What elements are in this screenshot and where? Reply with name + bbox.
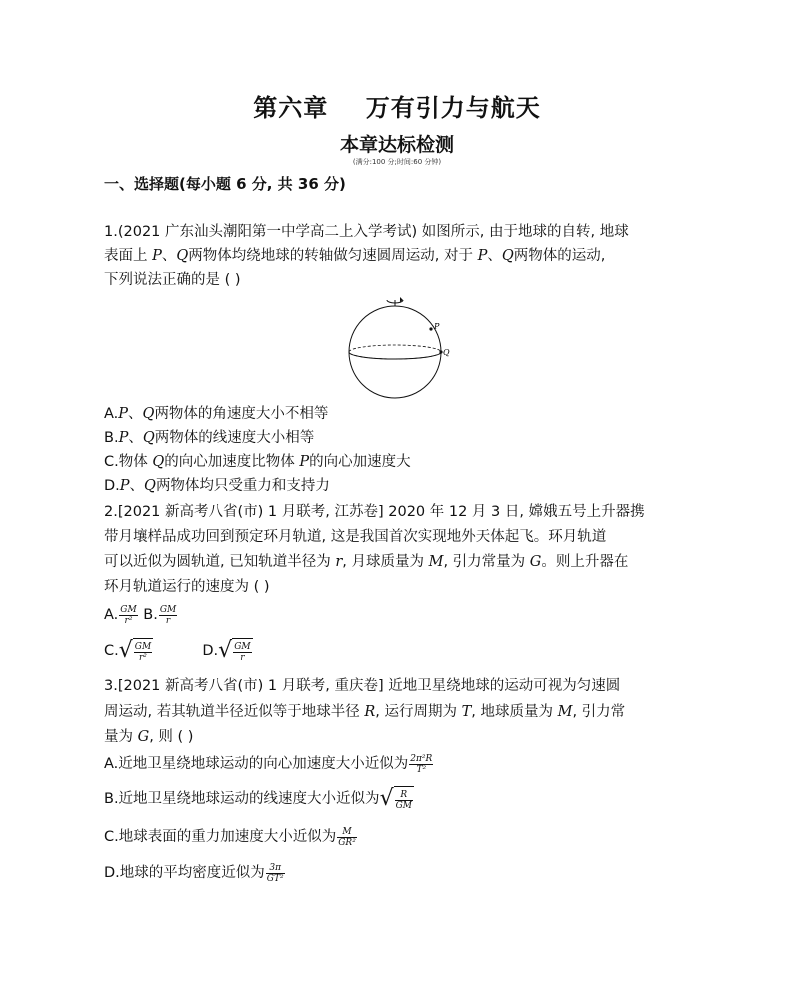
option-letter: D.	[104, 478, 120, 494]
section-title: 本章达标检测	[339, 134, 454, 156]
chapter-title: 第六章 万有引力与航天	[253, 94, 541, 122]
point-p	[429, 327, 432, 330]
q2-line-1: 2.[2021 新高考八省(市) 1 月联考, 江苏卷] 2020 年 12 月 3 日, 嫦娥五号上升器携	[104, 504, 645, 520]
q1-option-c	[104, 452, 411, 472]
denominator: GM	[395, 800, 412, 811]
earth-rotation-figure	[340, 288, 460, 408]
denominator: r	[240, 652, 245, 663]
q3-line-1: 3.[2021 新高考八省(市) 1 月联考, 重庆卷] 近地卫星绕地球的运动可视为匀速圆	[104, 678, 621, 694]
q3-option-b	[104, 784, 414, 814]
fraction	[266, 863, 285, 884]
numerator: M	[337, 827, 357, 838]
fraction	[134, 642, 152, 663]
denominator: T²	[416, 764, 427, 775]
q3-text: , 则 ( )	[149, 729, 194, 745]
option-letter: B.	[104, 430, 119, 446]
q3-text: 量为	[104, 729, 138, 745]
fraction	[395, 790, 413, 811]
q2-line-2: 带月壤样品成功回到预定环月轨道, 这是我国首次实现地外天体起飞。环月轨道	[104, 529, 607, 545]
numerator: GM	[234, 641, 251, 652]
label-q: Q	[443, 348, 450, 357]
denominator: GT²	[266, 873, 284, 884]
q1-line-2	[104, 246, 605, 266]
numerator: 3π	[266, 863, 285, 874]
var-m: M	[428, 554, 444, 570]
q3-text: , 运行周期为	[375, 704, 462, 720]
square-root: √ $\frac{GM}{r}$	[218, 638, 251, 663]
fraction	[119, 605, 137, 626]
separator: 、	[128, 430, 143, 446]
q1-option-d	[104, 476, 330, 496]
var-q: Q	[142, 430, 155, 446]
q1-line-1: 1.(2021 广东汕头潮阳第一中学高二上入学考试) 如图所示, 由于地球的自转, 地球	[104, 224, 629, 240]
var-p: P	[152, 248, 162, 264]
var-g: G	[137, 729, 150, 745]
separator: 、	[161, 248, 177, 264]
q3-line-2	[104, 702, 625, 722]
q1-text: 两物体均绕地球的转轴做匀速圆周运动, 对于	[188, 248, 478, 264]
option-letter: B.	[143, 607, 158, 623]
var-q: Q	[144, 478, 156, 494]
var-t: T	[461, 704, 472, 720]
var-q: Q	[142, 406, 155, 422]
q1-text: 两物体的运动,	[513, 248, 606, 264]
var-q: Q	[176, 248, 189, 264]
q2-line-3	[104, 552, 628, 572]
denominator: r²	[124, 615, 133, 626]
exam-note: (满分:100 分;时间:60 分钟)	[352, 158, 442, 166]
var-q: Q	[152, 454, 165, 470]
q3-text: , 引力常	[572, 704, 626, 720]
option-text: C.地球表面的重力加速度大小近似为	[104, 829, 337, 845]
option-text: A.近地卫星绕地球运动的向心加速度大小近似为	[104, 756, 409, 772]
numerator: GM	[134, 641, 152, 652]
numerator: 2π²R	[410, 753, 433, 764]
var-r: r	[335, 554, 343, 570]
q1-option-a	[104, 404, 328, 424]
option-letter: C.物体	[104, 454, 153, 470]
q2-line-4: 环月轨道运行的速度为 ( )	[104, 579, 270, 595]
denominator: GR²	[338, 837, 356, 848]
option-text: 两物体均只受重力和支持力	[155, 478, 330, 494]
var-r: R	[364, 704, 376, 720]
var-m: M	[557, 704, 573, 720]
var-p: P	[118, 406, 129, 422]
q3-text: 周运动, 若其轨道半径近似等于地球半径	[104, 704, 365, 720]
numerator: R	[395, 790, 413, 801]
var-q: Q	[501, 248, 514, 264]
fraction	[233, 642, 251, 663]
denominator: r	[165, 615, 171, 626]
separator: 、	[129, 478, 145, 494]
q3-option-d	[104, 860, 286, 886]
label-p: P	[434, 322, 440, 331]
numerator: GM	[120, 604, 137, 615]
q3-option-a	[104, 751, 434, 777]
option-letter: C.	[104, 643, 119, 659]
part-one-heading: 一、选择题(每小题 6 分, 共 36 分)	[104, 175, 346, 193]
q2-text: 可以近似为圆轨道, 已知轨道半径为	[104, 554, 336, 570]
separator: 、	[487, 248, 502, 264]
option-text: 的向心加速度大	[309, 454, 411, 470]
var-p: P	[118, 430, 129, 446]
separator: 、	[128, 406, 143, 422]
square-root: √ $\frac{GM}{\text{r²}}$	[118, 638, 152, 663]
option-letter: A.	[104, 406, 119, 422]
option-text: D.地球的平均密度近似为	[104, 865, 265, 881]
q1-option-b	[104, 428, 314, 448]
option-text: 的向心加速度比物体	[164, 454, 300, 470]
q1-line-3: 下列说法正确的是 ( )	[104, 272, 241, 288]
q2-options-cd	[104, 636, 253, 666]
q1-text: 表面上	[104, 248, 153, 264]
earth-circle	[349, 306, 441, 398]
var-g: G	[529, 554, 542, 570]
fraction	[409, 754, 433, 775]
fraction	[159, 605, 177, 626]
q3-text: , 地球质量为	[471, 704, 558, 720]
option-text: 两物体的线速度大小相等	[154, 430, 315, 446]
q3-line-3	[104, 727, 193, 747]
square-root: √ $\frac{R}{GM}$	[379, 786, 412, 811]
var-p: P	[477, 248, 488, 264]
option-text: 两物体的角速度大小不相等	[154, 406, 329, 422]
denominator: r²	[139, 652, 147, 663]
fraction	[337, 827, 357, 848]
q2-text: , 引力常量为	[443, 554, 530, 570]
var-p: P	[119, 478, 130, 494]
option-letter: A.	[104, 607, 119, 623]
option-letter: D.	[202, 643, 219, 659]
q2-text: 。则上升器在	[541, 554, 629, 570]
q2-text: , 月球质量为	[342, 554, 429, 570]
option-text: B.近地卫星绕地球运动的线速度大小近似为	[104, 791, 380, 807]
var-p: P	[299, 454, 310, 470]
q3-option-c	[104, 824, 358, 850]
numerator: GM	[159, 604, 177, 615]
equator-front	[349, 352, 441, 359]
q2-options-ab	[104, 602, 178, 628]
